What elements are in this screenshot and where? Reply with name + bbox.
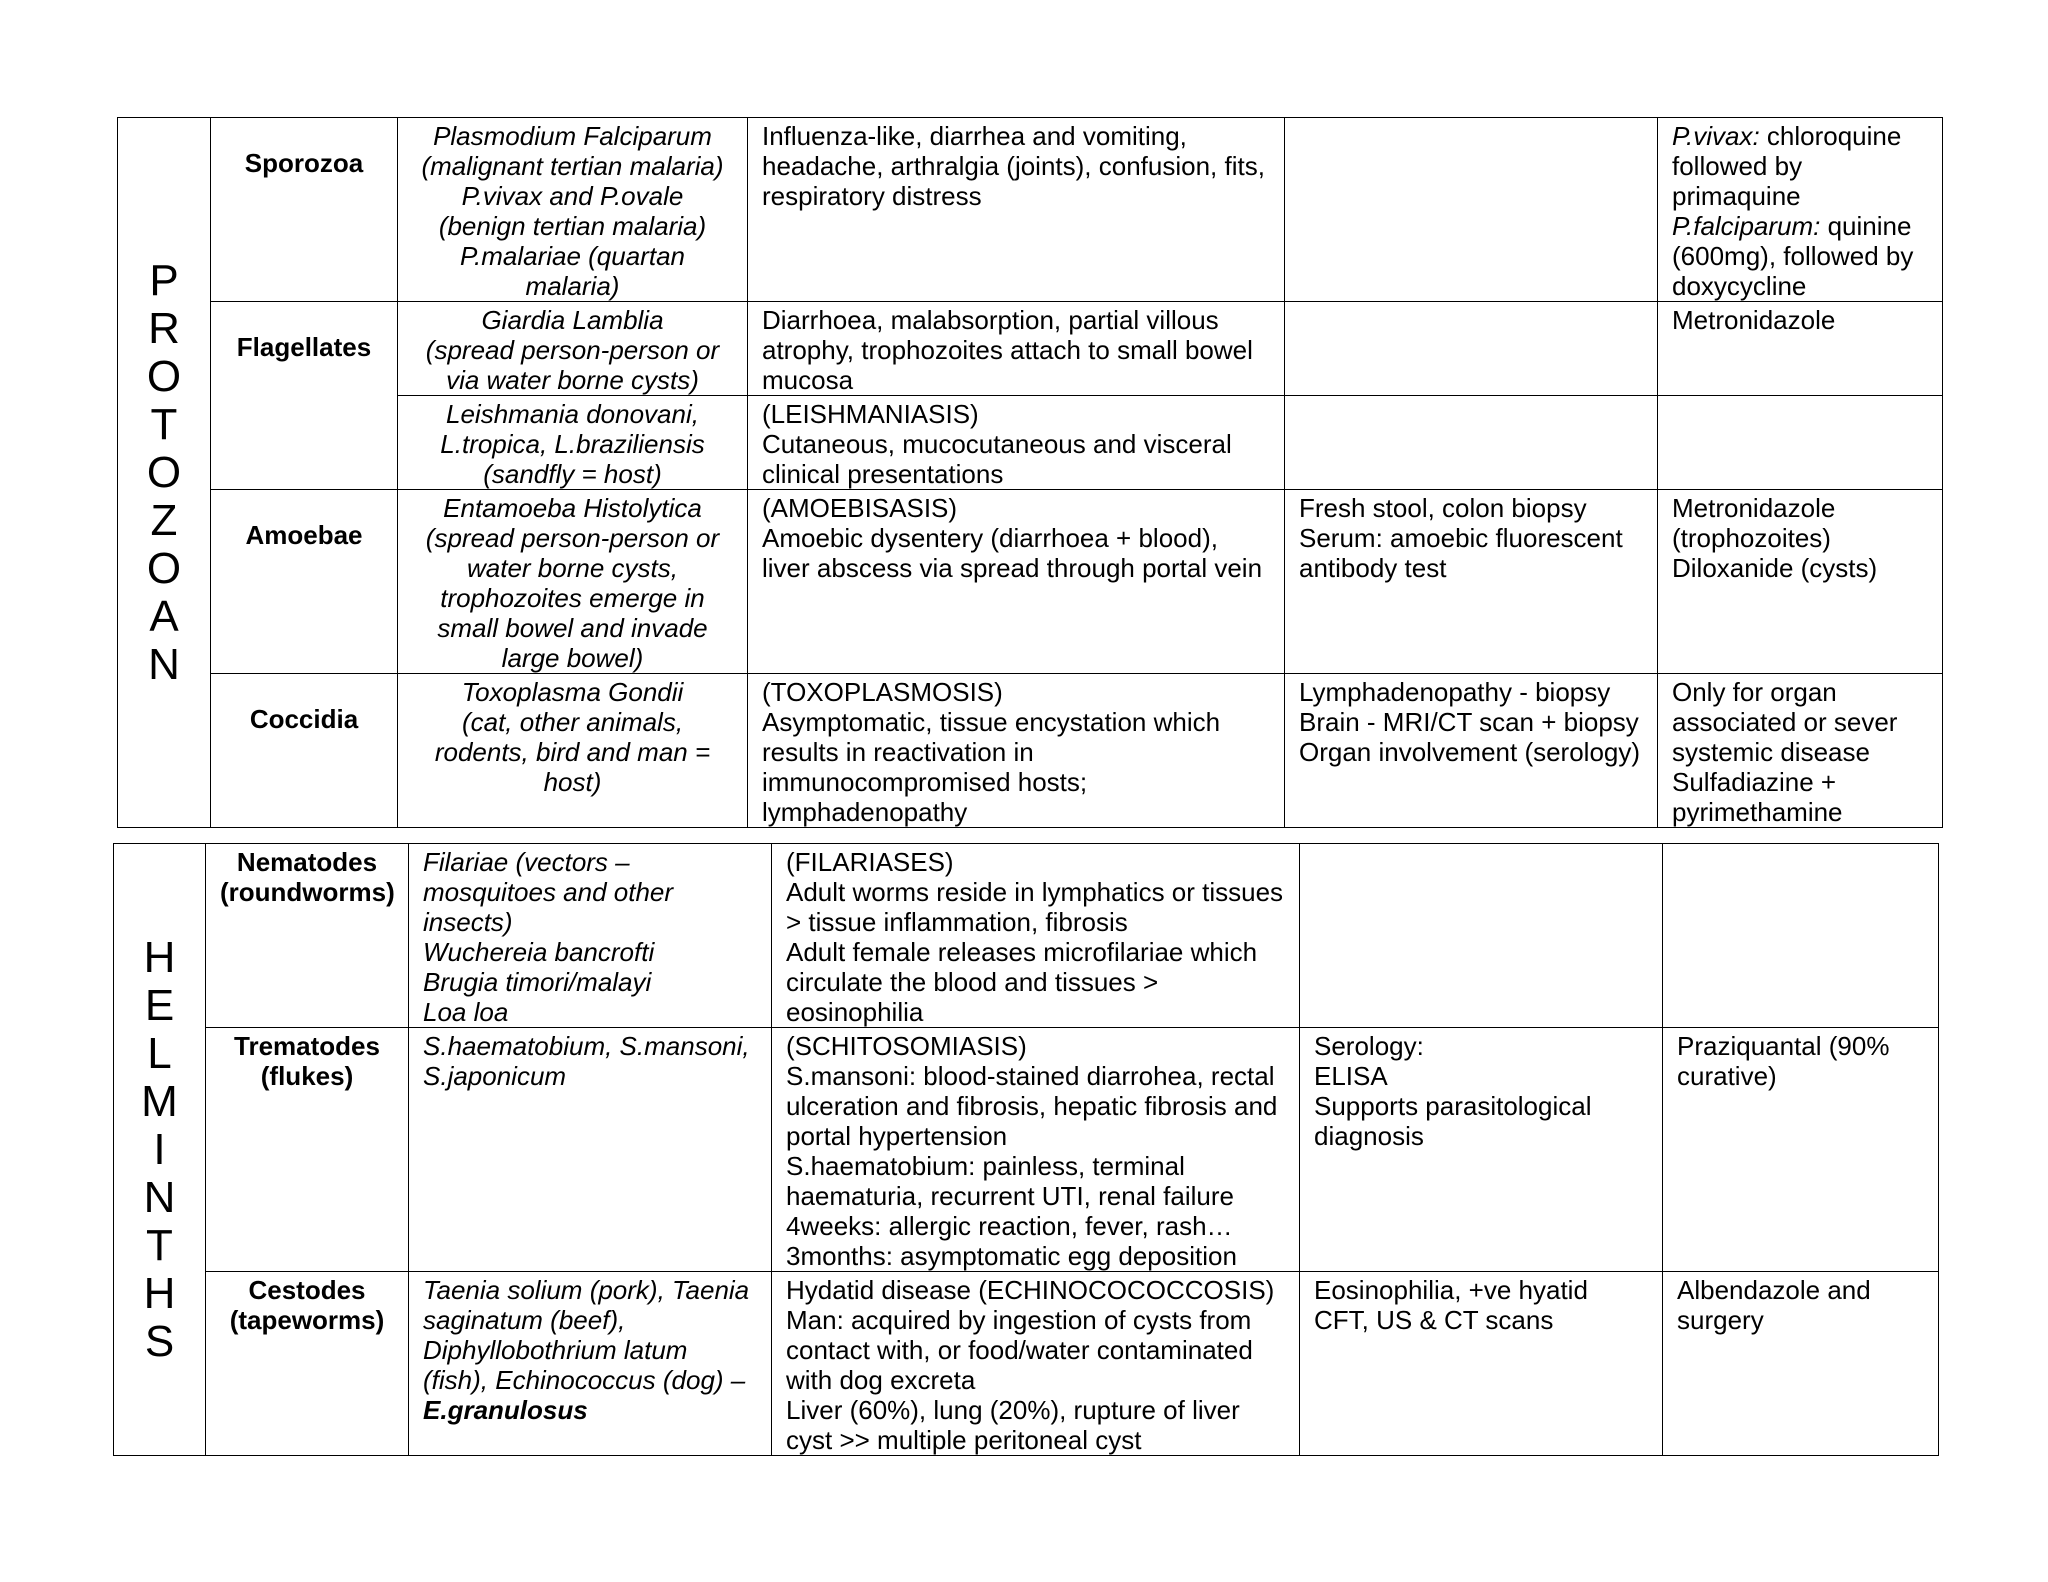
- diagnosis-cell: [1285, 302, 1658, 396]
- category-sublabel: (flukes): [260, 1061, 354, 1091]
- clinical-line: Cutaneous, mucocutaneous and visceral: [762, 429, 1232, 459]
- organism-line: (benign tertian malaria): [438, 211, 707, 241]
- clinical-line: atrophy, trophozoites attach to small bowel: [762, 335, 1253, 365]
- organism-line: trophozoites emerge in: [440, 583, 705, 613]
- organism-line: Wuchereia bancrofti: [423, 937, 655, 967]
- diagnosis-line: Organ involvement (serology): [1299, 737, 1641, 767]
- organism-line: (spread person-person or: [425, 523, 720, 553]
- organism-line: Brugia timori/malayi: [423, 967, 652, 997]
- treatment-line: doxycycline: [1672, 271, 1807, 301]
- group-letter: Z: [150, 495, 178, 545]
- clinical-line: Asymptomatic, tissue encystation which: [762, 707, 1221, 737]
- group-letter: T: [146, 1220, 173, 1270]
- group-letter: S: [144, 1316, 175, 1366]
- clinical-line: (LEISHMANIASIS): [762, 399, 979, 429]
- clinical-line: Amoebic dysentery (diarrhoea + blood),: [762, 523, 1218, 553]
- treatment-line: (600mg), followed by: [1672, 241, 1914, 271]
- organism-cell: [398, 118, 748, 302]
- clinical-line: Man: acquired by ingestion of cysts from: [786, 1305, 1252, 1335]
- organism-line: (spread person-person or: [425, 335, 720, 365]
- category-cell: [211, 674, 398, 828]
- group-letter: P: [149, 255, 179, 305]
- group-letter: O: [146, 543, 182, 593]
- clinical-line: lymphadenopathy: [762, 797, 968, 827]
- helminths-group-label: [114, 844, 206, 1456]
- group-letter: O: [146, 447, 182, 497]
- clinical-cell: [772, 844, 1300, 1028]
- category-cell: [211, 118, 398, 302]
- treatment-line: curative): [1677, 1061, 1777, 1091]
- clinical-line: 3months: asymptomatic egg deposition: [786, 1241, 1237, 1271]
- treatment-line: systemic disease: [1672, 737, 1870, 767]
- organism-line: saginatum (beef),: [423, 1305, 626, 1335]
- clinical-line: Adult worms reside in lymphatics or tissues: [786, 877, 1284, 907]
- clinical-line: S.haematobium: painless, terminal: [786, 1151, 1185, 1181]
- organism-line: (fish), Echinococcus (dog) –: [423, 1365, 746, 1395]
- diagnosis-line: Serology:: [1314, 1031, 1424, 1061]
- category-label: Trematodes: [234, 1031, 380, 1061]
- diagnosis-cell: [1300, 844, 1663, 1028]
- table-row: [114, 844, 1939, 1028]
- treatment-cell: [1663, 1272, 1939, 1456]
- treatment-cell: [1658, 118, 1943, 302]
- diagnosis-cell: [1285, 490, 1658, 674]
- table-row: [118, 490, 1943, 674]
- treatment-text: quinine: [1820, 211, 1912, 241]
- category-label: Coccidia: [249, 704, 359, 734]
- diagnosis-line: Fresh stool, colon biopsy: [1299, 493, 1587, 523]
- clinical-line: liver abscess via spread through portal vein: [762, 553, 1263, 583]
- organism-cell: [398, 396, 748, 490]
- organism-line: water borne cysts,: [467, 553, 678, 583]
- group-letter: M: [141, 1076, 178, 1126]
- category-cell: [211, 490, 398, 674]
- organism-line: L.tropica, L.braziliensis: [440, 429, 705, 459]
- treatment-line: associated or sever: [1672, 707, 1898, 737]
- clinical-line: headache, arthralgia (joints), confusion, fits,: [762, 151, 1265, 181]
- organism-cell: [409, 1028, 772, 1272]
- group-letter: R: [148, 303, 180, 353]
- organism-cell: [398, 302, 748, 396]
- treatment-line: Only for organ: [1672, 677, 1837, 707]
- group-letter: I: [153, 1124, 166, 1174]
- diagnosis-line: Brain - MRI/CT scan + biopsy: [1299, 707, 1639, 737]
- clinical-cell: [748, 490, 1285, 674]
- treatment-line: surgery: [1677, 1305, 1764, 1335]
- treatment-cell: [1663, 844, 1939, 1028]
- clinical-cell: [748, 396, 1285, 490]
- category-label: Amoebae: [245, 520, 363, 550]
- group-letter: L: [147, 1028, 172, 1078]
- organism-line: P.malariae (quartan: [460, 241, 685, 271]
- organism-line: via water borne cysts): [446, 365, 699, 395]
- category-label: Cestodes: [248, 1275, 366, 1305]
- diagnosis-line: Eosinophilia, +ve hyatid: [1314, 1275, 1588, 1305]
- category-label: Nematodes: [236, 847, 378, 877]
- diagnosis-line: ELISA: [1314, 1061, 1388, 1091]
- diagnosis-line: Serum: amoebic fluorescent: [1299, 523, 1623, 553]
- group-letter: N: [143, 1172, 176, 1222]
- diagnosis-cell: [1300, 1028, 1663, 1272]
- organism-line: Taenia solium (pork), Taenia: [423, 1275, 750, 1305]
- treatment-cell: [1658, 674, 1943, 828]
- treatment-line: followed by: [1672, 151, 1803, 181]
- organism-line: small bowel and invade: [437, 613, 708, 643]
- group-letter: T: [150, 399, 178, 449]
- table-row: [118, 302, 1943, 396]
- clinical-line: (AMOEBISASIS): [762, 493, 958, 523]
- clinical-line: respiratory distress: [762, 181, 982, 211]
- organism-line: Filariae (vectors –: [423, 847, 630, 877]
- category-cell: [211, 302, 398, 490]
- treatment-line: Metronidazole: [1672, 493, 1836, 523]
- organism-line: large bowel): [501, 643, 644, 673]
- clinical-line: results in reactivation in: [762, 737, 1034, 767]
- clinical-line: circulate the blood and tissues >: [786, 967, 1159, 997]
- organism-line: S.japonicum: [423, 1061, 567, 1091]
- organism-line: (malignant tertian malaria): [421, 151, 724, 181]
- group-letter: H: [143, 1268, 176, 1318]
- group-letter: O: [146, 351, 182, 401]
- treatment-cell: [1658, 396, 1943, 490]
- organism-line: (cat, other animals,: [461, 707, 684, 737]
- table-row: [118, 674, 1943, 828]
- treatment-line: Diloxanide (cysts): [1672, 553, 1878, 583]
- organism-line: S.haematobium, S.mansoni,: [423, 1031, 750, 1061]
- treatment-cell: [1658, 490, 1943, 674]
- treatment-cell: [1663, 1028, 1939, 1272]
- clinical-line: Liver (60%), lung (20%), rupture of liver: [786, 1395, 1240, 1425]
- clinical-line: eosinophilia: [786, 997, 924, 1027]
- clinical-line: 4weeks: allergic reaction, fever, rash…: [786, 1211, 1233, 1241]
- category-cell: [206, 1028, 409, 1272]
- table-row: [114, 1272, 1939, 1456]
- clinical-cell: [772, 1272, 1300, 1456]
- diagnosis-line: antibody test: [1299, 553, 1447, 583]
- organism-line: mosquitoes and other: [423, 877, 674, 907]
- category-cell: [206, 844, 409, 1028]
- treatment-text: chloroquine: [1759, 121, 1902, 151]
- category-cell: [206, 1272, 409, 1456]
- diagnosis-cell: [1285, 118, 1658, 302]
- treatment-line: Praziquantal (90%: [1677, 1031, 1890, 1061]
- group-letter: E: [144, 980, 175, 1030]
- treatment-line: primaquine: [1672, 181, 1801, 211]
- treatment-line: Metronidazole: [1672, 305, 1836, 335]
- clinical-line: (SCHITOSOMIASIS): [786, 1031, 1027, 1061]
- clinical-line: immunocompromised hosts;: [762, 767, 1088, 797]
- organism-line: host): [543, 767, 602, 797]
- organism-line-bold: E.granulosus: [423, 1395, 588, 1425]
- table-row: [118, 118, 1943, 302]
- clinical-line: cyst >> multiple peritoneal cyst: [786, 1425, 1142, 1455]
- organism-line: malaria): [525, 271, 620, 301]
- clinical-line: Hydatid disease (ECHINOCOCOCCOSIS): [786, 1275, 1275, 1305]
- helminths-table: [113, 843, 1939, 1456]
- organism-line: Giardia Lamblia: [481, 305, 664, 335]
- clinical-line: (TOXOPLASMOSIS): [762, 677, 1003, 707]
- organism-cell: [409, 1272, 772, 1456]
- clinical-cell: [772, 1028, 1300, 1272]
- treatment-line: Sulfadiazine +: [1672, 767, 1837, 797]
- treatment-species: P.vivax:: [1672, 121, 1760, 151]
- protozoa-table: [117, 117, 1943, 828]
- organism-line: insects): [423, 907, 513, 937]
- organism-cell: [398, 674, 748, 828]
- clinical-line: with dog excreta: [786, 1365, 976, 1395]
- diagnosis-line: Lymphadenopathy - biopsy: [1299, 677, 1611, 707]
- protozoa-group-label: [118, 118, 211, 828]
- organism-line: Entamoeba Histolytica: [443, 493, 702, 523]
- category-sublabel: (roundworms): [220, 877, 395, 907]
- organism-line: Loa loa: [423, 997, 509, 1027]
- group-letter: A: [149, 591, 179, 641]
- clinical-cell: [748, 118, 1285, 302]
- clinical-line: contact with, or food/water contaminated: [786, 1335, 1253, 1365]
- organism-line: (sandfly = host): [483, 459, 662, 489]
- diagnosis-line: CFT, US & CT scans: [1314, 1305, 1554, 1335]
- table-row: [114, 1028, 1939, 1272]
- clinical-line: portal hypertension: [786, 1121, 1008, 1151]
- clinical-line: (FILARIASES): [786, 847, 954, 877]
- clinical-line: mucosa: [762, 365, 854, 395]
- diagnosis-line: diagnosis: [1314, 1121, 1424, 1151]
- organism-cell: [409, 844, 772, 1028]
- group-letter: H: [143, 932, 176, 982]
- treatment-species: P.falciparum:: [1672, 211, 1821, 241]
- organism-line: rodents, bird and man =: [434, 737, 711, 767]
- clinical-cell: [748, 302, 1285, 396]
- category-label: Flagellates: [236, 332, 372, 362]
- diagnosis-cell: [1300, 1272, 1663, 1456]
- organism-cell: [398, 490, 748, 674]
- diagnosis-line: Supports parasitological: [1314, 1091, 1592, 1121]
- organism-line: Leishmania donovani,: [446, 399, 699, 429]
- diagnosis-cell: [1285, 674, 1658, 828]
- clinical-line: S.mansoni: blood-stained diarrohea, rectal: [786, 1061, 1275, 1091]
- clinical-line: > tissue inflammation, fibrosis: [786, 907, 1128, 937]
- organism-line: P.vivax and P.ovale: [461, 181, 684, 211]
- organism-line: Toxoplasma Gondii: [461, 677, 684, 707]
- treatment-line: (trophozoites): [1672, 523, 1831, 553]
- diagnosis-cell: [1285, 396, 1658, 490]
- treatment-line: pyrimethamine: [1672, 797, 1843, 827]
- clinical-line: Influenza-like, diarrhea and vomiting,: [762, 121, 1187, 151]
- clinical-cell: [748, 674, 1285, 828]
- category-sublabel: (tapeworms): [229, 1305, 385, 1335]
- clinical-line: Diarrhoea, malabsorption, partial villous: [762, 305, 1219, 335]
- clinical-line: Adult female releases microfilariae which: [786, 937, 1258, 967]
- category-label: Sporozoa: [244, 148, 364, 178]
- organism-line: Plasmodium Falciparum: [433, 121, 712, 151]
- treatment-line: Albendazole and: [1677, 1275, 1871, 1305]
- organism-line: Diphyllobothrium latum: [423, 1335, 688, 1365]
- group-letter: N: [148, 639, 180, 689]
- clinical-line: ulceration and fibrosis, hepatic fibrosis and: [786, 1091, 1278, 1121]
- clinical-line: haematuria, recurrent UTI, renal failure: [786, 1181, 1234, 1211]
- treatment-cell: [1658, 302, 1943, 396]
- clinical-line: clinical presentations: [762, 459, 1004, 489]
